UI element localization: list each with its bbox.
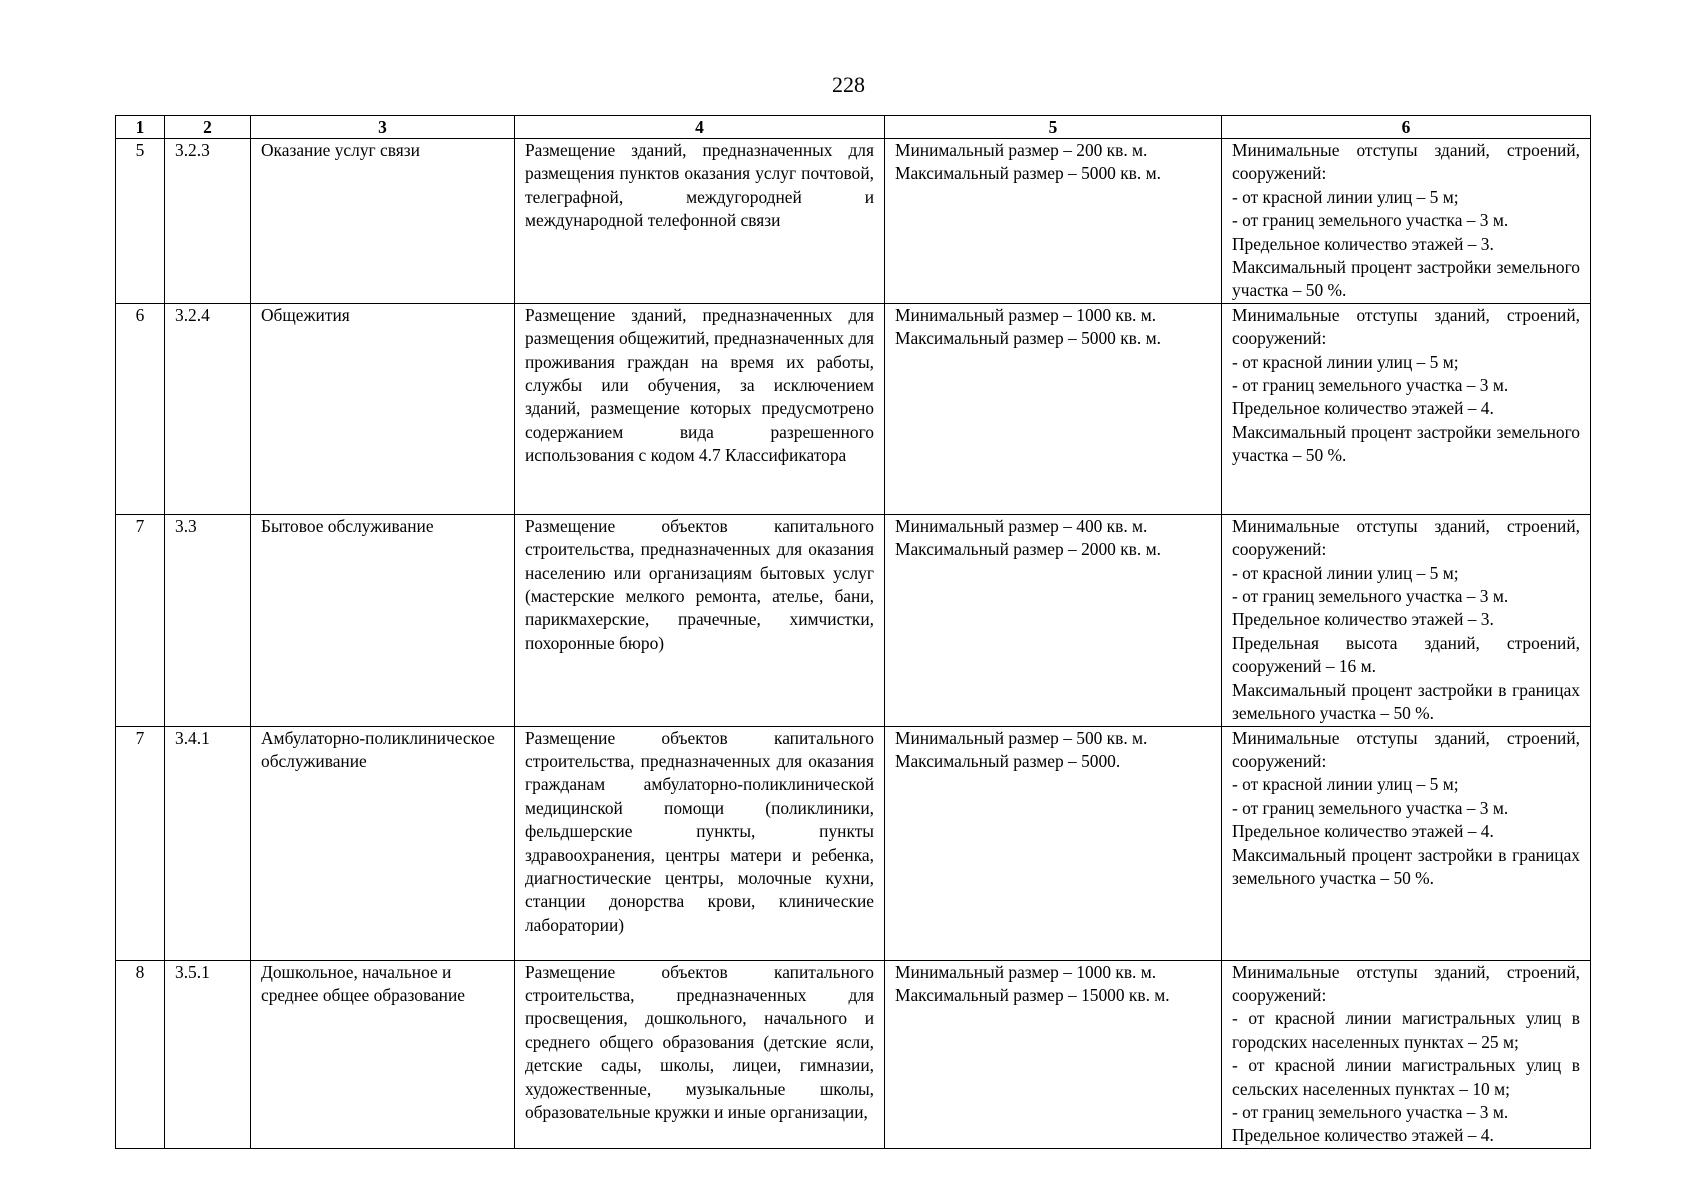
param-line: - от границ земельного участка – 3 м. bbox=[1232, 586, 1509, 607]
row-code: 3.2.4 bbox=[165, 303, 251, 514]
table-row bbox=[116, 514, 1591, 726]
row-size bbox=[885, 726, 1222, 960]
size-min: Минимальный размер – 400 кв. м. bbox=[895, 515, 1148, 536]
row-number: 7 bbox=[116, 726, 165, 960]
param-line: - от красной линии улиц – 5 м; bbox=[1232, 774, 1459, 795]
header-col-5: 5 bbox=[885, 116, 1222, 139]
size-max: Максимальный размер – 15000 кв. м. bbox=[895, 984, 1170, 1005]
table-row bbox=[116, 960, 1591, 1148]
size-max: Максимальный размер – 5000. bbox=[895, 750, 1121, 771]
row-code: 3.5.1 bbox=[165, 960, 251, 1148]
size-min: Минимальный размер – 1000 кв. м. bbox=[895, 961, 1157, 982]
row-use-name: Амбулаторно-поликлиническое обслуживание bbox=[251, 726, 515, 960]
size-max: Максимальный размер – 5000 кв. м. bbox=[895, 328, 1161, 349]
param-line: Максимальный процент застройки земельного участка – 50 %. bbox=[1232, 421, 1580, 466]
row-number: 5 bbox=[116, 139, 165, 304]
param-line: Минимальные отступы зданий, строений, сооружений: bbox=[1232, 727, 1580, 771]
size-min: Минимальный размер – 500 кв. м. bbox=[895, 727, 1148, 748]
param-line: Минимальные отступы зданий, строений, сооружений: bbox=[1232, 304, 1580, 349]
table-row bbox=[116, 726, 1591, 960]
param-line: - от красной линии магистральных улиц в сельских населенных пунктах – 10 м; bbox=[1232, 1055, 1580, 1099]
row-description: Размещение объектов капитального строительства, предназначенных для оказания гражданам амбулаторно-поликлинической медицинской помощи (поликлиники, фельдшерские пункты, пункты здравоохранения, центры матери и ребенка, диагностические центры, молочные кухни, станции донорства крови, клинические лаборатории) bbox=[515, 726, 885, 960]
size-max: Максимальный размер – 5000 кв. м. bbox=[895, 163, 1161, 184]
header-col-2: 2 bbox=[165, 116, 251, 139]
size-min: Минимальный размер – 200 кв. м. bbox=[895, 140, 1148, 160]
row-use-name: Бытовое обслуживание bbox=[251, 514, 515, 726]
param-line: Максимальный процент застройки земельного участка – 50 %. bbox=[1232, 257, 1580, 301]
param-line: - от красной линии улиц – 5 м; bbox=[1232, 351, 1459, 372]
header-row bbox=[116, 116, 1591, 139]
row-size bbox=[885, 514, 1222, 726]
param-line: - от границ земельного участка – 3 м. bbox=[1232, 375, 1509, 396]
page-number: 228 bbox=[832, 72, 865, 97]
param-line: Предельное количество этажей – 4. bbox=[1232, 398, 1494, 419]
table-row bbox=[116, 303, 1591, 514]
row-number: 7 bbox=[116, 514, 165, 726]
row-code: 3.3 bbox=[165, 514, 251, 726]
row-params bbox=[1222, 303, 1591, 514]
row-params bbox=[1222, 960, 1591, 1148]
row-description: Размещение зданий, предназначенных для размещения общежитий, предназначенных для проживания граждан на время их работы, службы или обучения, за исключением зданий, размещение которых предусмотрено содержанием вида разрешенного использования с кодом 4.7 Классификатора bbox=[515, 303, 885, 514]
row-params bbox=[1222, 514, 1591, 726]
row-params bbox=[1222, 726, 1591, 960]
row-description: Размещение зданий, предназначенных для размещения пунктов оказания услуг почтовой, телеграфной, междугородней и международной телефонной связи bbox=[515, 139, 885, 304]
param-line: Предельное количество этажей – 4. bbox=[1232, 821, 1494, 842]
header-col-1: 1 bbox=[116, 116, 165, 139]
row-description: Размещение объектов капитального строительства, предназначенных для оказания населению или организациям бытовых услуг (мастерские мелкого ремонта, ателье, бани, парикмахерские, прачечные, химчистки, похоронные бюро) bbox=[515, 514, 885, 726]
row-description: Размещение объектов капитального строительства, предназначенных для просвещения, дошкольного, начального и среднего общего образования (детские ясли, детские сады, школы, лицеи, гимназии, художественные, музыкальные школы, образовательные кружки и иные организации, bbox=[515, 960, 885, 1148]
param-line: Предельная высота зданий, строений, сооружений – 16 м. bbox=[1232, 632, 1580, 677]
param-line: - от красной линии улиц – 5 м; bbox=[1232, 562, 1459, 583]
row-size bbox=[885, 960, 1222, 1148]
row-code: 3.4.1 bbox=[165, 726, 251, 960]
row-number: 8 bbox=[116, 960, 165, 1148]
regulations-table bbox=[115, 115, 1591, 1149]
header-col-6: 6 bbox=[1222, 116, 1591, 139]
param-line: - от красной линии магистральных улиц в городских населенных пунктах – 25 м; bbox=[1232, 1008, 1580, 1052]
row-size bbox=[885, 139, 1222, 304]
param-line: Минимальные отступы зданий, строений, сооружений: bbox=[1232, 515, 1580, 560]
param-line: - от красной линии улиц – 5 м; bbox=[1232, 186, 1459, 207]
row-number: 6 bbox=[116, 303, 165, 514]
table-row bbox=[116, 139, 1591, 304]
param-line: Предельное количество этажей – 3. bbox=[1232, 609, 1494, 630]
size-min: Минимальный размер – 1000 кв. м. bbox=[895, 304, 1157, 325]
row-use-name: Дошкольное, начальное и среднее общее образование bbox=[251, 960, 515, 1148]
param-line: - от границ земельного участка – 3 м. bbox=[1232, 797, 1509, 818]
param-line: Максимальный процент застройки в границах земельного участка – 50 %. bbox=[1232, 844, 1580, 888]
param-line: - от границ земельного участка – 3 м. bbox=[1232, 210, 1509, 231]
param-line: Минимальные отступы зданий, строений, сооружений: bbox=[1232, 140, 1580, 184]
param-line: Минимальные отступы зданий, строений, сооружений: bbox=[1232, 961, 1580, 1005]
param-line: Предельное количество этажей – 4. bbox=[1232, 1125, 1494, 1146]
header-col-3: 3 bbox=[251, 116, 515, 139]
param-line: Предельное количество этажей – 3. bbox=[1232, 233, 1494, 254]
row-use-name: Оказание услуг связи bbox=[251, 139, 515, 304]
row-size bbox=[885, 303, 1222, 514]
row-code: 3.2.3 bbox=[165, 139, 251, 304]
row-params bbox=[1222, 139, 1591, 304]
row-use-name: Общежития bbox=[251, 303, 515, 514]
param-line: Максимальный процент застройки в границах земельного участка – 50 %. bbox=[1232, 679, 1580, 724]
header-col-4: 4 bbox=[515, 116, 885, 139]
param-line: - от границ земельного участка – 3 м. bbox=[1232, 1101, 1509, 1122]
size-max: Максимальный размер – 2000 кв. м. bbox=[895, 539, 1161, 560]
